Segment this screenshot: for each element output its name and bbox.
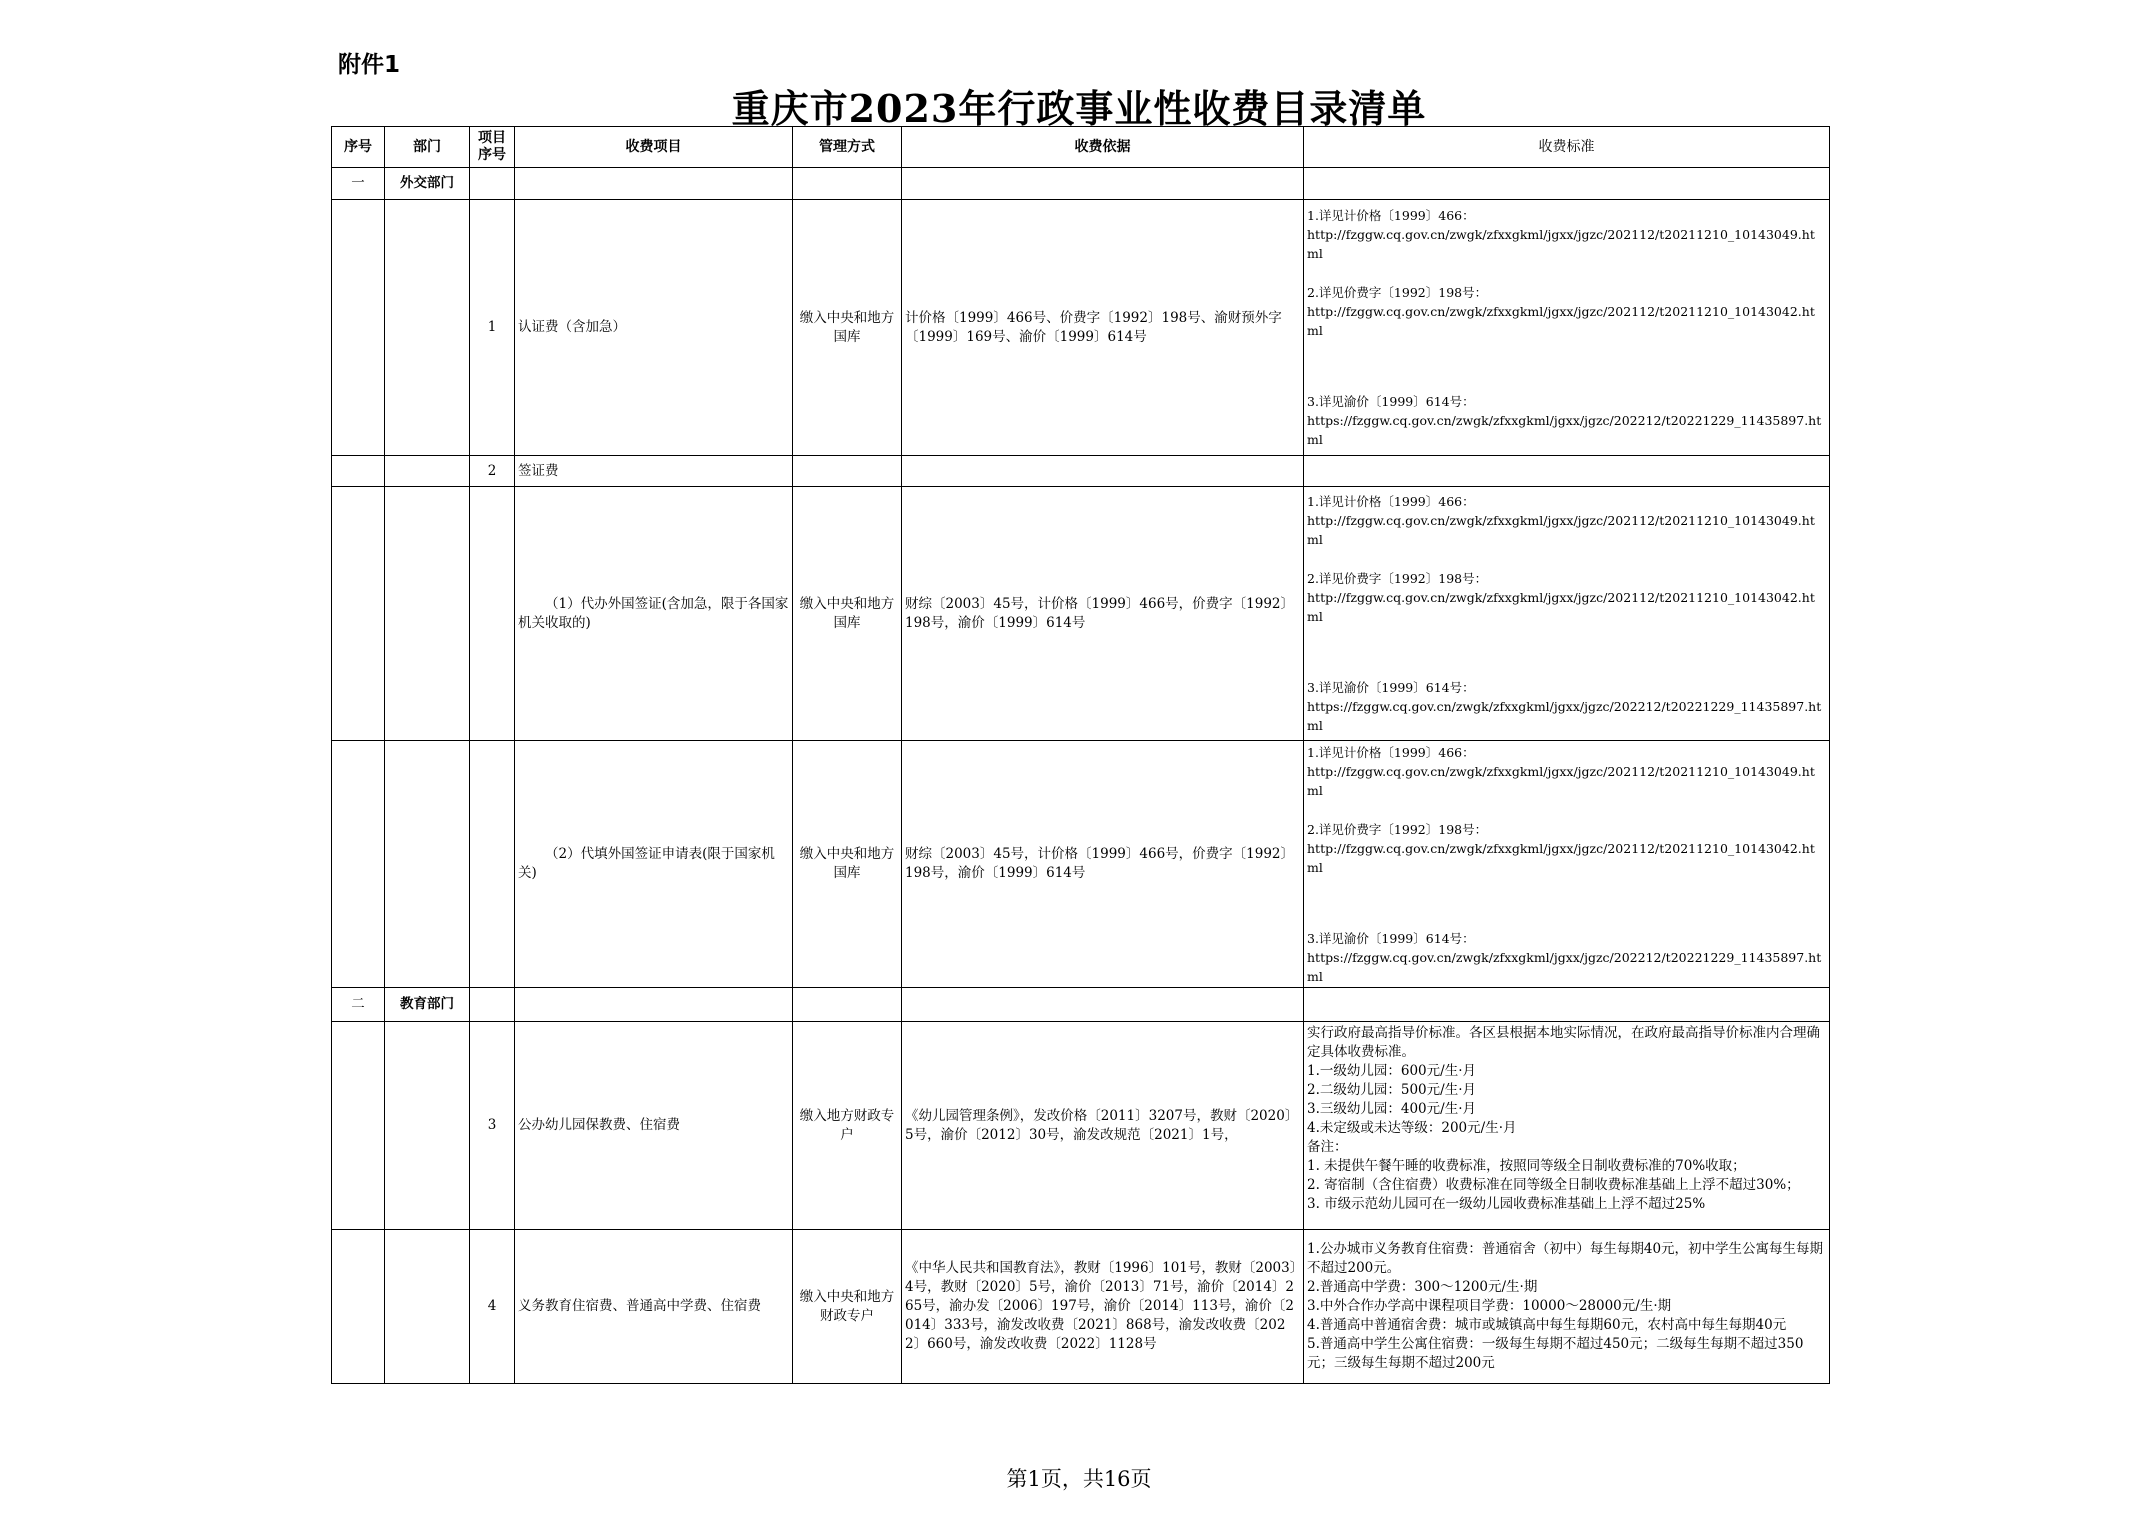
header-seq: 序号 bbox=[332, 127, 385, 168]
table-row bbox=[332, 1230, 1830, 1384]
item-seq: 2 bbox=[470, 456, 515, 487]
standard-line: 1.详见计价格〔1999〕466： bbox=[1307, 208, 1475, 223]
section-row bbox=[332, 988, 1830, 1022]
standard-line: 4.普通高中普通宿舍费：城市或城镇高中每生每期60元，农村高中每生每期40元 bbox=[1307, 1317, 1787, 1333]
fee-basis: 《中华人民共和国教育法》，教财〔1996〕101号，教财〔2003〕4号，教财〔2020〕5号，渝价〔2013〕71号，渝价〔2014〕265号，渝办发〔2006〕197号，渝价〔2014〕113号，渝价〔2014〕333号，渝发改收费〔2021〕868号，渝发改收费〔2022〕660号，渝发改收费〔2022〕1128号 bbox=[902, 1230, 1304, 1384]
standard-link: https://fzggw.cq.gov.cn/zwgk/zfxxgkml/jgxx/jgzc/202212/t20221229_11435897.html bbox=[1307, 949, 1822, 984]
fee-item: （1）代办外国签证(含加急，限于各国家机关收取的) bbox=[515, 487, 793, 741]
fee-item: 公办幼儿园保教费、住宿费 bbox=[515, 1022, 793, 1230]
standard-line: 2.二级幼儿园：500元/生·月 bbox=[1307, 1081, 1476, 1098]
fee-basis: 计价格〔1999〕466号、价费字〔1992〕198号、渝财预外字〔1999〕169号、渝价〔1999〕614号 bbox=[902, 200, 1304, 456]
standard-line: 2.普通高中学费：300～1200元/生·期 bbox=[1307, 1279, 1538, 1295]
standard-line: 3.详见渝价〔1999〕614号： bbox=[1307, 394, 1475, 409]
standard-link: http://fzggw.cq.gov.cn/zwgk/zfxxgkml/jgxx/jgzc/202112/t20211210_10143049.html bbox=[1307, 227, 1815, 261]
header-standard: 收费标准 bbox=[1304, 127, 1830, 168]
standard-line: 1.公办城市义务教育住宿费：普通宿舍（初中）每生每期40元，初中学生公寓每生每期不超过200元。 bbox=[1307, 1241, 1824, 1276]
section-seq: 二 bbox=[332, 988, 385, 1022]
standard-line: 2. 寄宿制（含住宿费）收费标准在同等级全日制收费标准基础上上浮不超过30%； bbox=[1307, 1176, 1800, 1193]
standard-line: 实行政府最高指导价标准。各区县根据本地实际情况，在政府最高指导价标准内合理确定具体收费标准。 bbox=[1307, 1024, 1820, 1060]
standard-link: http://fzggw.cq.gov.cn/zwgk/zfxxgkml/jgxx/jgzc/202112/t20211210_10143049.html bbox=[1307, 763, 1815, 798]
fee-item: 义务教育住宿费、普通高中学费、住宿费 bbox=[515, 1230, 793, 1384]
section-dept: 外交部门 bbox=[385, 168, 470, 200]
fee-standard bbox=[1304, 200, 1830, 456]
standard-line: 1.详见计价格〔1999〕466： bbox=[1307, 494, 1475, 509]
standard-line: 1.一级幼儿园：600元/生·月 bbox=[1307, 1062, 1476, 1079]
section-dept: 教育部门 bbox=[385, 988, 470, 1022]
standard-link: http://fzggw.cq.gov.cn/zwgk/zfxxgkml/jgxx/jgzc/202112/t20211210_10143042.html bbox=[1307, 590, 1815, 624]
management-method: 缴入中央和地方国库 bbox=[793, 200, 902, 456]
header-row bbox=[332, 127, 1830, 168]
section-row bbox=[332, 168, 1830, 200]
fee-standard bbox=[1304, 487, 1830, 741]
table-row bbox=[332, 456, 1830, 487]
fee-standard bbox=[1304, 1022, 1830, 1230]
standard-line: 3.详见渝价〔1999〕614号： bbox=[1307, 680, 1475, 695]
standard-line: 4.未定级或未达等级：200元/生·月 bbox=[1307, 1119, 1517, 1136]
fee-basis: 《幼儿园管理条例》，发改价格〔2011〕3207号，教财〔2020〕5号，渝价〔2012〕30号，渝发改规范〔2021〕1号， bbox=[902, 1022, 1304, 1230]
fee-basis: 财综〔2003〕45号，计价格〔1999〕466号，价费字〔1992〕198号，渝价〔1999〕614号 bbox=[902, 487, 1304, 741]
standard-line: 5.普通高中学生公寓住宿费：一级每生每期不超过450元；二级每生每期不超过350元；三级每生每期不超过200元 bbox=[1307, 1336, 1804, 1371]
management-method: 缴入地方财政专户 bbox=[793, 1022, 902, 1230]
standard-line: 2.详见价费字〔1992〕198号： bbox=[1307, 285, 1488, 300]
standard-link: https://fzggw.cq.gov.cn/zwgk/zfxxgkml/jgxx/jgzc/202212/t20221229_11435897.html bbox=[1307, 699, 1822, 733]
header-mgmt: 管理方式 bbox=[793, 127, 902, 168]
page-title: 重庆市2023年行政事业性收费目录清单 bbox=[731, 86, 1427, 131]
fee-standard bbox=[1304, 741, 1830, 988]
header-item-seq: 项目序号 bbox=[470, 127, 515, 168]
fee-item: 认证费（含加急） bbox=[515, 200, 793, 456]
header-item: 收费项目 bbox=[515, 127, 793, 168]
table-row bbox=[332, 1022, 1830, 1230]
management-method: 缴入中央和地方国库 bbox=[793, 741, 902, 988]
fee-standard bbox=[1304, 1230, 1830, 1384]
item-seq: 1 bbox=[470, 200, 515, 456]
table-row bbox=[332, 200, 1830, 456]
standard-line: 1. 未提供午餐午睡的收费标准，按照同等级全日制收费标准的70%收取； bbox=[1307, 1157, 1746, 1174]
section-seq: 一 bbox=[332, 168, 385, 200]
header-dept: 部门 bbox=[385, 127, 470, 168]
standard-link: http://fzggw.cq.gov.cn/zwgk/zfxxgkml/jgxx/jgzc/202112/t20211210_10143042.html bbox=[1307, 840, 1815, 875]
standard-line: 2.详见价费字〔1992〕198号： bbox=[1307, 571, 1488, 586]
management-method: 缴入中央和地方国库 bbox=[793, 487, 902, 741]
standard-link: https://fzggw.cq.gov.cn/zwgk/zfxxgkml/jgxx/jgzc/202212/t20221229_11435897.html bbox=[1307, 413, 1822, 447]
management-method: 缴入中央和地方财政专户 bbox=[793, 1230, 902, 1384]
table-row bbox=[332, 741, 1830, 988]
fee-item: （2）代填外国签证申请表(限于国家机关) bbox=[515, 741, 793, 988]
standard-line: 3.详见渝价〔1999〕614号： bbox=[1307, 930, 1475, 946]
standard-line: 备注： bbox=[1307, 1138, 1348, 1155]
item-seq: 4 bbox=[470, 1230, 515, 1384]
standard-line: 3.中外合作办学高中课程项目学费：10000～28000元/生·期 bbox=[1307, 1298, 1672, 1314]
header-basis: 收费依据 bbox=[902, 127, 1304, 168]
standard-line: 3. 市级示范幼儿园可在一级幼儿园收费标准基础上上浮不超过25% bbox=[1307, 1195, 1706, 1212]
fee-item: 签证费 bbox=[515, 456, 793, 487]
fee-table bbox=[331, 126, 1830, 1384]
fee-basis: 财综〔2003〕45号，计价格〔1999〕466号，价费字〔1992〕198号，渝价〔1999〕614号 bbox=[902, 741, 1304, 988]
table-row bbox=[332, 487, 1830, 741]
item-seq: 3 bbox=[470, 1022, 515, 1230]
attachment-label: 附件1 bbox=[338, 52, 401, 78]
standard-link: http://fzggw.cq.gov.cn/zwgk/zfxxgkml/jgxx/jgzc/202112/t20211210_10143049.html bbox=[1307, 513, 1815, 547]
standard-line: 1.详见计价格〔1999〕466： bbox=[1307, 744, 1475, 760]
page-number: 第1页，共16页 bbox=[1006, 1467, 1152, 1491]
standard-line: 3.三级幼儿园：400元/生·月 bbox=[1307, 1100, 1476, 1117]
standard-link: http://fzggw.cq.gov.cn/zwgk/zfxxgkml/jgxx/jgzc/202112/t20211210_10143042.html bbox=[1307, 304, 1815, 338]
standard-line: 2.详见价费字〔1992〕198号： bbox=[1307, 821, 1488, 837]
